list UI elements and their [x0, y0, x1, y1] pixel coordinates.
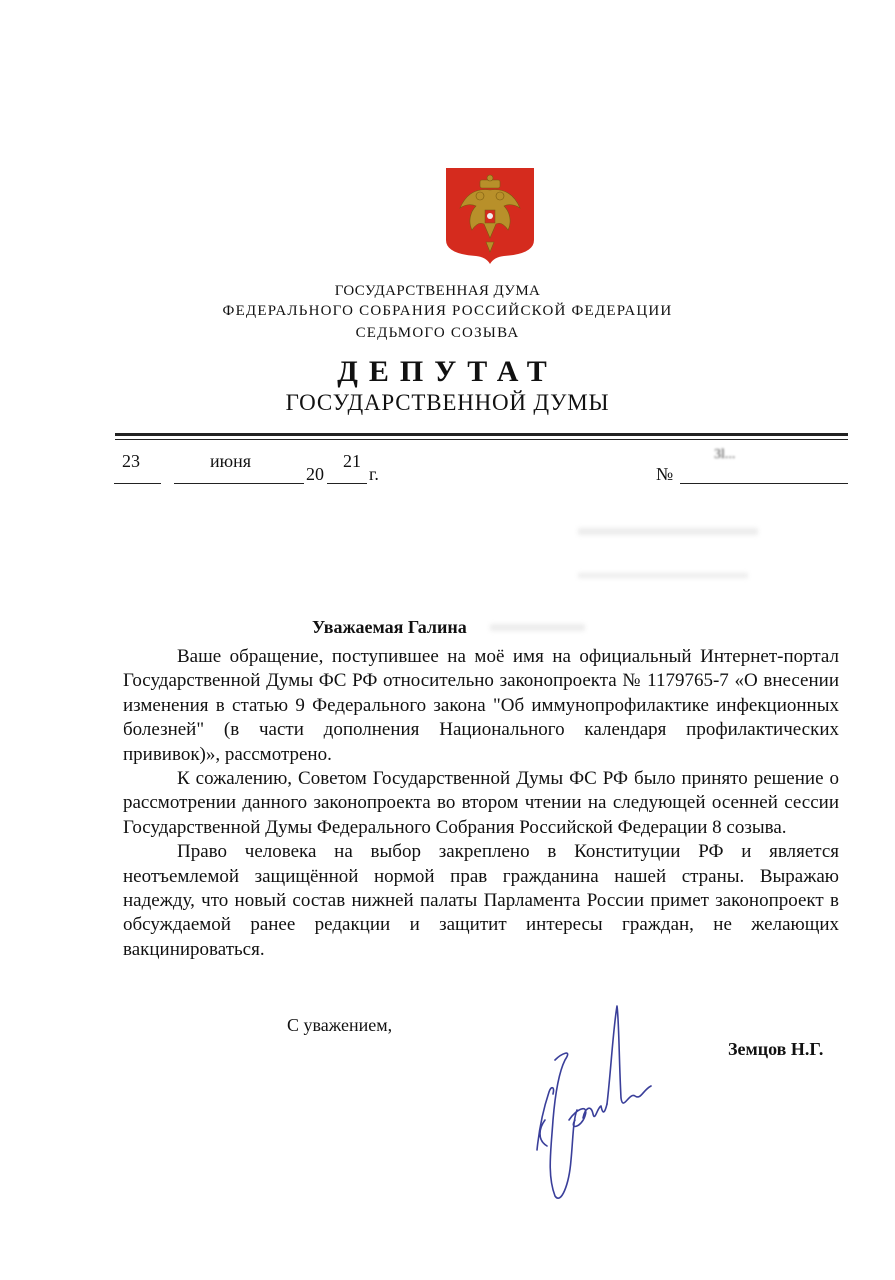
date-year: 21 — [343, 451, 361, 471]
body-paragraph-3: Право человека на выбор закреплено в Конституции РФ и является неотъемлемой защищённой нормой прав гражданина нашей страны. Выражаю надежду, что новый состав нижней палаты Парламента России примет законопроект в обсуждаемой ранее редакции и защитит интересы граждан, не желающих вакцинироваться. — [123, 841, 839, 960]
closing-phrase: С уважением, — [287, 1015, 393, 1035]
header-divider-thick — [115, 433, 848, 436]
signer-name: Земцов Н.Г. — [728, 1039, 824, 1059]
body-paragraph-1: Ваше обращение, поступившее на моё имя на официальный Интернет-портал Государственной Думы ФС РФ относительно законопроекта № 1179765-7 «О внесении изменения в статью 9 Федерального закона "Об иммунопрофилактике инфекционных болезней" (в части дополнения Национального календаря профилактических прививок)», рассмотрено. — [123, 646, 839, 765]
redacted-addressee-line-2 — [578, 573, 748, 578]
date-day: 23 — [122, 451, 140, 471]
header-divider-thin — [115, 439, 848, 440]
number-underline — [680, 483, 848, 484]
date-year-underline — [327, 483, 367, 484]
body-paragraph-2: К сожалению, Советом Государственной Думы ФС РФ было принято решение о рассмотрении данного законопроекта во втором чтении на следующей осенней сессии Государственной Думы Федерального Собрания Российской Федерации 8 созыва. — [123, 768, 839, 838]
redacted-patronymic — [490, 624, 585, 631]
date-month-underline — [174, 483, 304, 484]
date-year-prefix: 20 — [306, 464, 324, 484]
greeting: Уважаемая Галина — [312, 617, 467, 637]
header-line-duma: ГОСУДАРСТВЕННАЯ ДУМА — [334, 283, 541, 299]
letterhead-subtitle: ГОСУДАРСТВЕННОЙ ДУМЫ — [285, 390, 610, 415]
header-line-assembly: ФЕДЕРАЛЬНОГО СОБРАНИЯ РОССИЙСКОЙ ФЕДЕРАЦИИ — [222, 303, 673, 319]
redacted-addressee-line-1 — [578, 528, 758, 535]
letter-body — [123, 645, 839, 962]
number-value: 3l... — [714, 447, 736, 462]
header-line-convocation: СЕДЬМОГО СОЗЫВА — [355, 325, 520, 341]
letterhead-title: ДЕПУТАТ — [337, 355, 558, 388]
date-day-underline — [114, 483, 161, 484]
number-label: № — [656, 464, 674, 484]
date-month: июня — [210, 451, 251, 471]
handwritten-signature — [525, 1000, 665, 1205]
date-year-suffix: г. — [369, 464, 379, 484]
coat-of-arms-icon — [446, 168, 534, 264]
